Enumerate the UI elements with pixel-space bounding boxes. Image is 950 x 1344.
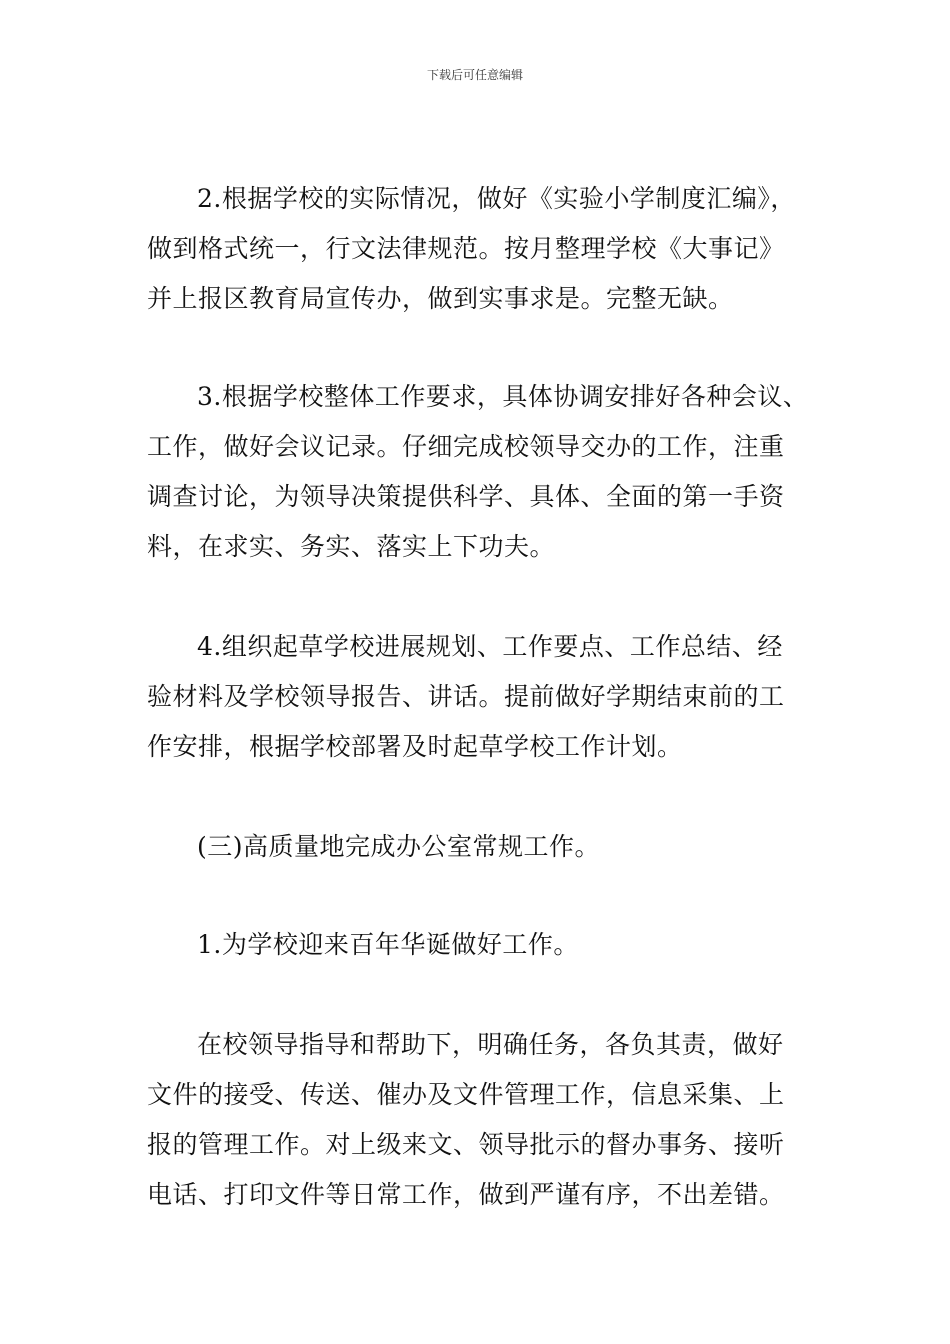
paragraph-line: 2.根据学校的实际情况，做好《实验小学制度汇编》， <box>197 184 796 213</box>
paragraph-line: 1.为学校迎来百年华诞做好工作。 <box>197 930 579 959</box>
paragraph-line: 3.根据学校整体工作要求，具体协调安排好各种会议、 <box>197 382 809 411</box>
paragraph-line: 在校领导指导和帮助下，明确任务，各负其责，做好 <box>197 1030 784 1059</box>
paragraph-body <box>147 1020 812 1220</box>
paragraph-line: 报的管理工作。对上级来文、领导批示的督办事务、接听 <box>147 1130 785 1159</box>
paragraph-line: 4.组织起草学校进展规划、工作要点、工作总结、经 <box>197 632 783 661</box>
paragraph-item-1 <box>147 920 812 970</box>
paragraph-line: 作安排，根据学校部署及时起草学校工作计划。 <box>147 732 683 761</box>
paragraph-line: 做到格式统一，行文法律规范。按月整理学校《大事记》 <box>147 234 785 263</box>
section-heading-3 <box>147 822 812 872</box>
paragraph-line: 并上报区教育局宣传办，做到实事求是。完整无缺。 <box>147 284 734 313</box>
page-header: 下载后可任意编辑 <box>426 68 523 82</box>
paragraph-line: 验材料及学校领导报告、讲话。提前做好学期结束前的工 <box>147 682 785 711</box>
paragraph-line: 料，在求实、务实、落实上下功夫。 <box>147 532 556 561</box>
paragraph-item-2 <box>147 174 812 324</box>
paragraph-line: 电话、打印文件等日常工作，做到严谨有序，不出差错。 <box>147 1180 785 1209</box>
paragraph-item-4 <box>147 622 812 772</box>
paragraph-line: 文件的接受、传送、催办及文件管理工作，信息采集、上 <box>147 1080 785 1109</box>
paragraph-line: 调查讨论，为领导决策提供科学、具体、全面的第一手资 <box>147 482 785 511</box>
paragraph-item-3 <box>147 372 812 572</box>
section-heading-text: (三)高质量地完成办公室常规工作。 <box>197 832 601 861</box>
paragraph-line: 工作，做好会议记录。仔细完成校领导交办的工作，注重 <box>147 432 785 461</box>
